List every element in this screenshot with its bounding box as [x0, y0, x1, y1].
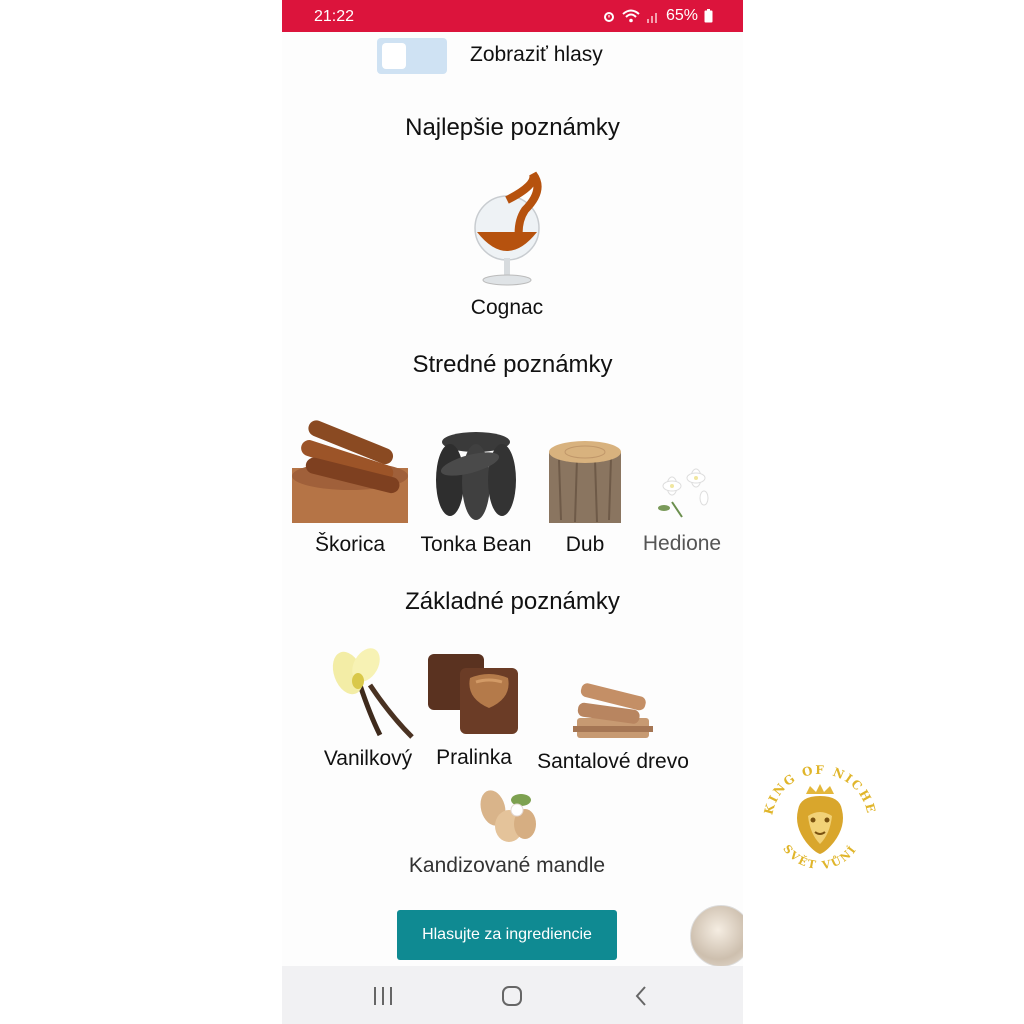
note-label: Dub: [565, 533, 605, 556]
top-notes-title: Najlepšie poznámky: [405, 114, 620, 141]
show-votes-row: [282, 36, 743, 76]
show-votes-label: Zobraziť hlasy: [470, 43, 603, 66]
logo-bottom-text: SVĚT VŮNÍ: [780, 842, 860, 873]
note-hedione[interactable]: [632, 462, 732, 556]
signal-icon: [646, 9, 660, 23]
oak-log-image: [547, 440, 623, 523]
cognac-glass-image: [467, 170, 547, 288]
note-cinnamon[interactable]: [292, 408, 408, 557]
note-tonka-bean[interactable]: [414, 430, 538, 557]
note-label: Hedione: [642, 532, 722, 555]
note-label: Vanilkový: [323, 747, 413, 770]
note-label: Cognac: [470, 296, 544, 319]
status-time: 21:22: [314, 8, 355, 25]
recent-apps-icon[interactable]: [368, 984, 398, 1008]
status-icons: [602, 7, 713, 25]
base-notes-title: Základné poznámky: [405, 588, 620, 615]
tonka-bean-image: [430, 430, 522, 523]
battery-icon: [704, 9, 713, 23]
note-label: Kandizované mandle: [408, 854, 606, 877]
king-of-niche-logo: [760, 760, 880, 880]
battery-percent: 65%: [665, 7, 698, 24]
phone-screen: [282, 0, 743, 1024]
logo-top-text: KING OF NICHE: [761, 762, 879, 817]
note-candied-almonds[interactable]: [382, 786, 632, 878]
floating-perfume-bubble[interactable]: [690, 905, 743, 967]
alarm-icon: [602, 9, 616, 23]
status-bar: [282, 0, 743, 32]
home-icon[interactable]: [497, 984, 527, 1008]
note-oak[interactable]: [544, 440, 626, 557]
almond-image: [475, 786, 539, 844]
vote-ingredients-button[interactable]: Hlasujte za ingrediencie: [397, 910, 617, 960]
sandalwood-image: [573, 668, 653, 740]
note-praline[interactable]: [424, 648, 524, 770]
note-label: Santalové drevo: [537, 750, 689, 773]
praline-image: [426, 648, 522, 738]
note-label: Tonka Bean: [420, 533, 532, 556]
back-icon[interactable]: [626, 984, 656, 1008]
system-nav-bar: [282, 966, 743, 1024]
note-label: Škorica: [314, 533, 386, 556]
middle-notes-title: Stredné poznámky: [412, 351, 613, 378]
wifi-icon: [622, 9, 640, 23]
note-label: Pralinka: [436, 746, 512, 769]
show-votes-toggle[interactable]: [377, 38, 447, 74]
note-sandalwood[interactable]: [528, 668, 698, 774]
cinnamon-image: [292, 408, 408, 523]
vanilla-image: [320, 645, 416, 741]
toggle-knob: [382, 43, 406, 69]
note-cognac[interactable]: [452, 170, 562, 320]
note-vanilla[interactable]: [316, 645, 420, 771]
jasmine-flower-image: [652, 462, 712, 522]
